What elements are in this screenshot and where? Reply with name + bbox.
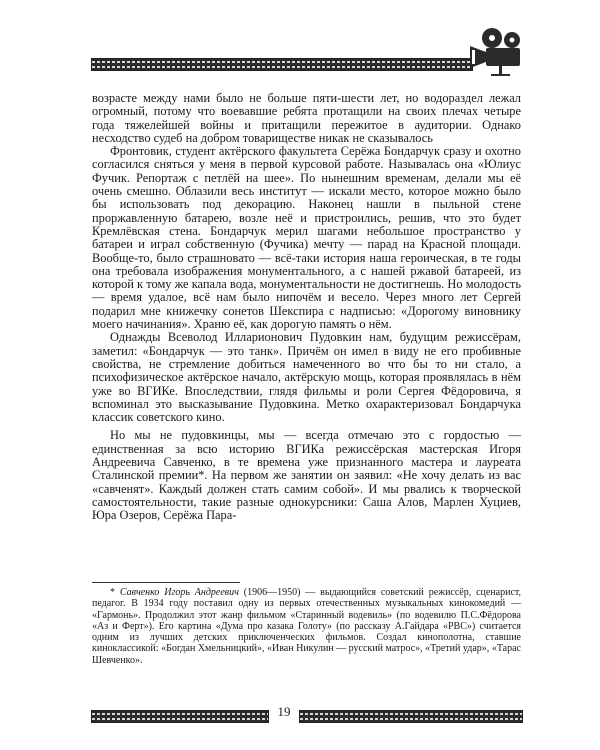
footnote [92, 587, 521, 666]
paragraph: возрасте между нами было не больше пяти-шести лет, но водораздел лежал огромный, потому что воевавшие ребята протащили на своих плечах четыре года тяжелейшей войны и притащили пережитое в аудитории. Однако несходство судеб на добром товариществе никак не сказывалось [92, 91, 521, 145]
movie-camera-icon [466, 26, 528, 78]
footnote-rule [92, 582, 240, 583]
paragraph: Однажды Всеволод Илларионович Пудовкин нам, будущим режиссёрам, заметил: «Бондарчук — это танк». Причём он имел в виду не его пробивные свойства, не стремление добиться намеченного во что бы то ни стало, а психофизическое актёрское начало, актёрскую мощь, которая проявлялась в нём уже во ВГИКе. Впоследствии, глядя фильмы и роли Сергея Фёдоровича, я вспоминал это высказывание Пудовкина. Метко охарактеризовал Бондарчука классик советского кино. [92, 330, 521, 425]
footnote-marker: * [110, 587, 115, 598]
paragraph: Но мы не пудовкинцы, мы — всегда отмечаю это с гордостью — единственная за всю историю ВГИКа режиссёрская мастерская Игоря Андреевича Савченко, в те времена уже признанного мастера и лауреата Сталинской премии*. На первом же занятии он заявил: «Не хочу делать из вас «савченят». Каждый должен стать самим собой». И мы рвались к творческой самостоятельности, такие разные однокурсники: Саша Алов, Марлен Хуциев, Юра Озеров, Серёжа Пара- [92, 428, 521, 523]
film-strip-bottom-right [299, 710, 523, 723]
footnote-name: Савченко Игорь Андреевич [119, 587, 239, 598]
page-number: 19 [277, 704, 291, 719]
film-strip-bottom-left [91, 710, 269, 723]
paragraph: Фронтовик, студент актёрского факультета Серёжа Бондарчук сразу и охотно согласился сняться у меня в первой курсовой работе. Называлась она «Юлиус Фучик. Репортаж с петлёй на шее». По нынешним временам, делали мы её очень смешно. Облазили весь институт — искали место, которое можно было бы использовать под декорацию. Наконец нашли в пыльной стене проржавленную батарею, возле неё и пристроились, решив, что это будет Кремлёвская стена. Бондарчук мерил шагами небольшое пространство у батареи и играл собственную (Фучика) мечту — парад на Красной площади. Вообще-то, было страшновато — всё-таки история наша героическая, в те годы она требовала изображения монументального, а с нашей ржавой батареей, из которой к тому же капала вода, монументальности не достигнешь. Но молодость — время удалое, всё нам было нипочём и весело. Через много лет Сергей подарил мне книжечку сонетов Шекспира с надписью: «Дорогому виновнику моего начинания». Храню её, как дорогую память о нём. [92, 144, 521, 332]
footnote-text: (1906—1950) — выдающийся советский режиссёр, сценарист, педагог. В 1934 году поставил одну из первых отечественных музыкальных кинокомедий — «Гармонь». Продолжил этот жанр фильмом «Старинный водевиль» (по водевилю П.С.Фёдорова «Аз и Ферт»). Его картина «Дума про казака Голоту» (по рассказу А.Гайдара «РВС») считается одним из лучших детских приключенческих фильмов. Создал кинополотна, ставшие киноклассикой: «Богдан Хмельницкий», «Иван Никулин — русский матрос», «Третий удар», «Тарас Шевченко». [92, 587, 522, 666]
main-text [92, 92, 521, 523]
film-strip-top [91, 58, 473, 71]
